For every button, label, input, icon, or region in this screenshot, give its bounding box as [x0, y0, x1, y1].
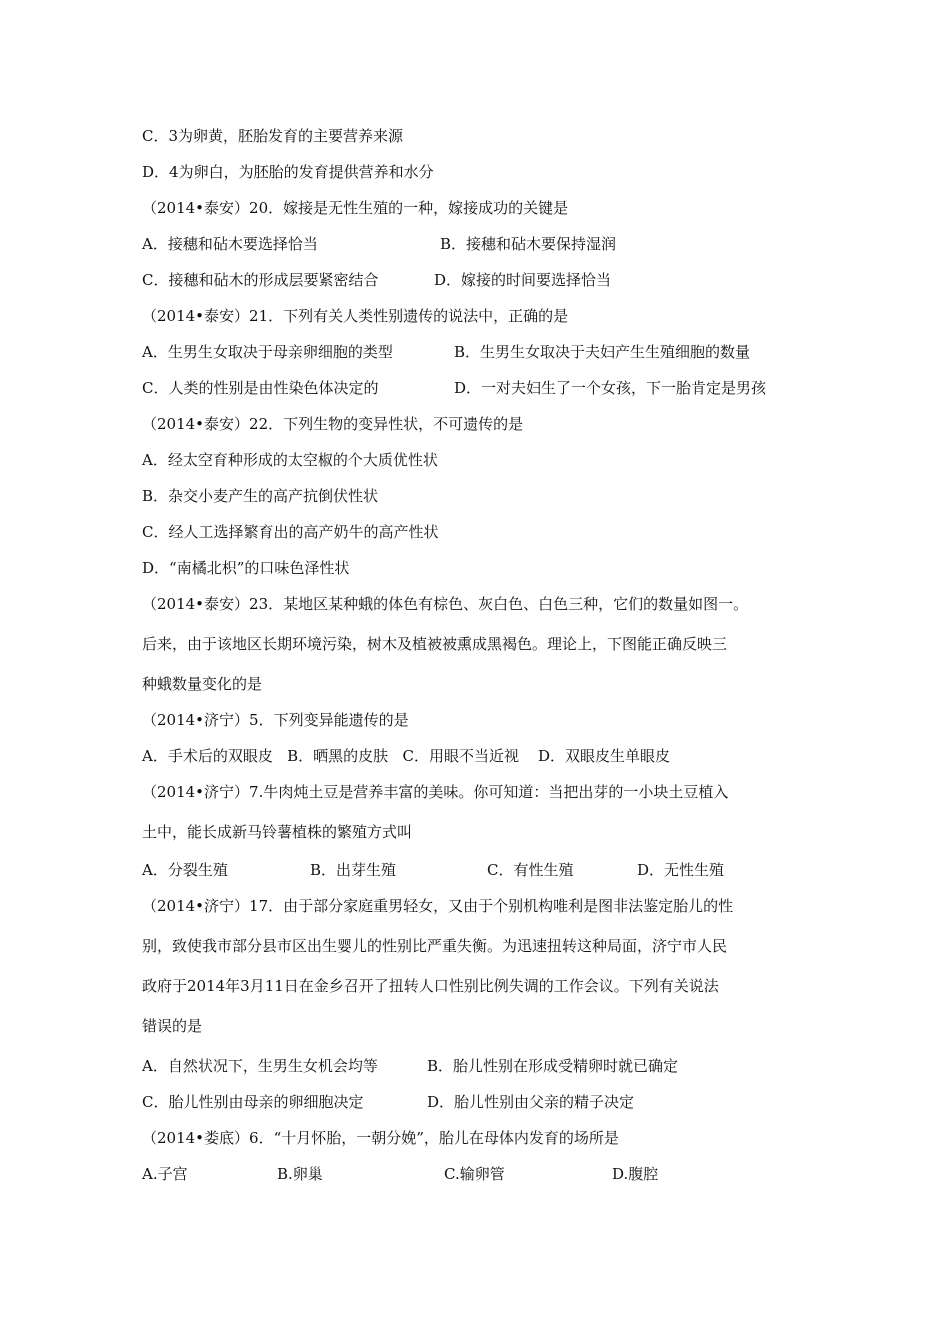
option-c: C．人类的性别是由性染色体决定的	[142, 379, 379, 397]
question-5: （2014•济宁）5．下列变异能遗传的是	[142, 711, 409, 729]
option-d-albumen: D．4为卵白，为胚胎的发育提供营养和水分	[142, 163, 434, 181]
option-row	[142, 376, 767, 400]
option-d: D.腹腔	[612, 1165, 659, 1183]
option-a: A．接穗和砧木要选择恰当	[142, 235, 318, 253]
question-17: （2014•济宁）17．由于部分家庭重男轻女，又由于个别机构唯利是图非法鉴定胎儿的性	[142, 897, 734, 915]
option-row	[142, 232, 617, 256]
question-7: （2014•济宁）7.牛肉炖土豆是营养丰富的美味。你可知道：当把出芽的一小块土豆植入	[142, 783, 729, 801]
option-c: C．有性生殖	[487, 861, 574, 879]
option-row	[142, 340, 751, 364]
question-17-text: 政府于2014年3月11日在金乡召开了扭转人口性别比例失调的工作会议。下列有关说法	[142, 977, 719, 995]
option-a: A.子宫	[142, 1165, 188, 1183]
option-d: D．嫁接的时间要选择恰当	[434, 271, 612, 289]
question-22: （2014•泰安）22．下列生物的变异性状，不可遗传的是	[142, 415, 524, 433]
question-23-text: 种蛾数量变化的是	[142, 675, 263, 693]
option-c: C.输卵管	[444, 1165, 505, 1183]
option-d: D．一对夫妇生了一个女孩，下一胎肯定是男孩	[454, 379, 767, 397]
question-20: （2014•泰安）20．嫁接是无性生殖的一种，嫁接成功的关键是	[142, 199, 569, 217]
option-a: A．自然状况下，生男生女机会均等	[142, 1057, 378, 1075]
option-b: B.卵巢	[277, 1165, 323, 1183]
option-d: D．“南橘北枳”的口味色泽性状	[142, 559, 350, 577]
question-23: （2014•泰安）23．某地区某种蛾的体色有棕色、灰白色、白色三种，它们的数量如图一。	[142, 595, 749, 613]
option-row	[142, 1162, 659, 1186]
option-a: A．生男生女取决于母亲卵细胞的类型	[142, 343, 393, 361]
option-a: A．分裂生殖	[142, 861, 228, 879]
option-c: C．胎儿性别由母亲的卵细胞决定	[142, 1093, 364, 1111]
option-row	[142, 1090, 635, 1114]
option-row	[142, 268, 612, 292]
question-7-text: 土中，能长成新马铃薯植株的繁殖方式叫	[142, 823, 413, 841]
question-17-text: 别，致使我市部分县市区出生婴儿的性别比严重失衡。为迅速扭转这种局面，济宁市人民	[142, 937, 728, 955]
option-b: B．生男生女取决于夫妇产生生殖细胞的数量	[454, 343, 751, 361]
option-row: A．手术后的双眼皮 B．晒黑的皮肤 C．用眼不当近视 D．双眼皮生单眼皮	[142, 747, 671, 765]
option-b: B．杂交小麦产生的高产抗倒伏性状	[142, 487, 379, 505]
question-21: （2014•泰安）21．下列有关人类性别遗传的说法中，正确的是	[142, 307, 569, 325]
option-c-yolk: C．3为卵黄，胚胎发育的主要营养来源	[142, 127, 404, 145]
question-17-text: 错误的是	[142, 1017, 203, 1035]
question-23-text: 后来，由于该地区长期环境污染，树木及植被被熏成黑褐色。理论上，下图能正确反映三	[142, 635, 728, 653]
option-a: A．经太空育种形成的太空椒的个大质优性状	[142, 451, 438, 469]
option-d: D．胎儿性别由父亲的精子决定	[427, 1093, 635, 1111]
option-row	[142, 1054, 679, 1078]
option-c: C．接穗和砧木的形成层要紧密结合	[142, 271, 379, 289]
option-b: B．出芽生殖	[310, 861, 397, 879]
option-b: B．胎儿性别在形成受精卵时就已确定	[427, 1057, 679, 1075]
option-b: B．接穗和砧木要保持湿润	[440, 235, 617, 253]
option-d: D．无性生殖	[637, 861, 725, 879]
question-6: （2014•娄底）6．“十月怀胎，一朝分娩”，胎儿在母体内发育的场所是	[142, 1129, 619, 1147]
option-c: C．经人工选择繁育出的高产奶牛的高产性状	[142, 523, 439, 541]
option-row	[142, 858, 725, 882]
